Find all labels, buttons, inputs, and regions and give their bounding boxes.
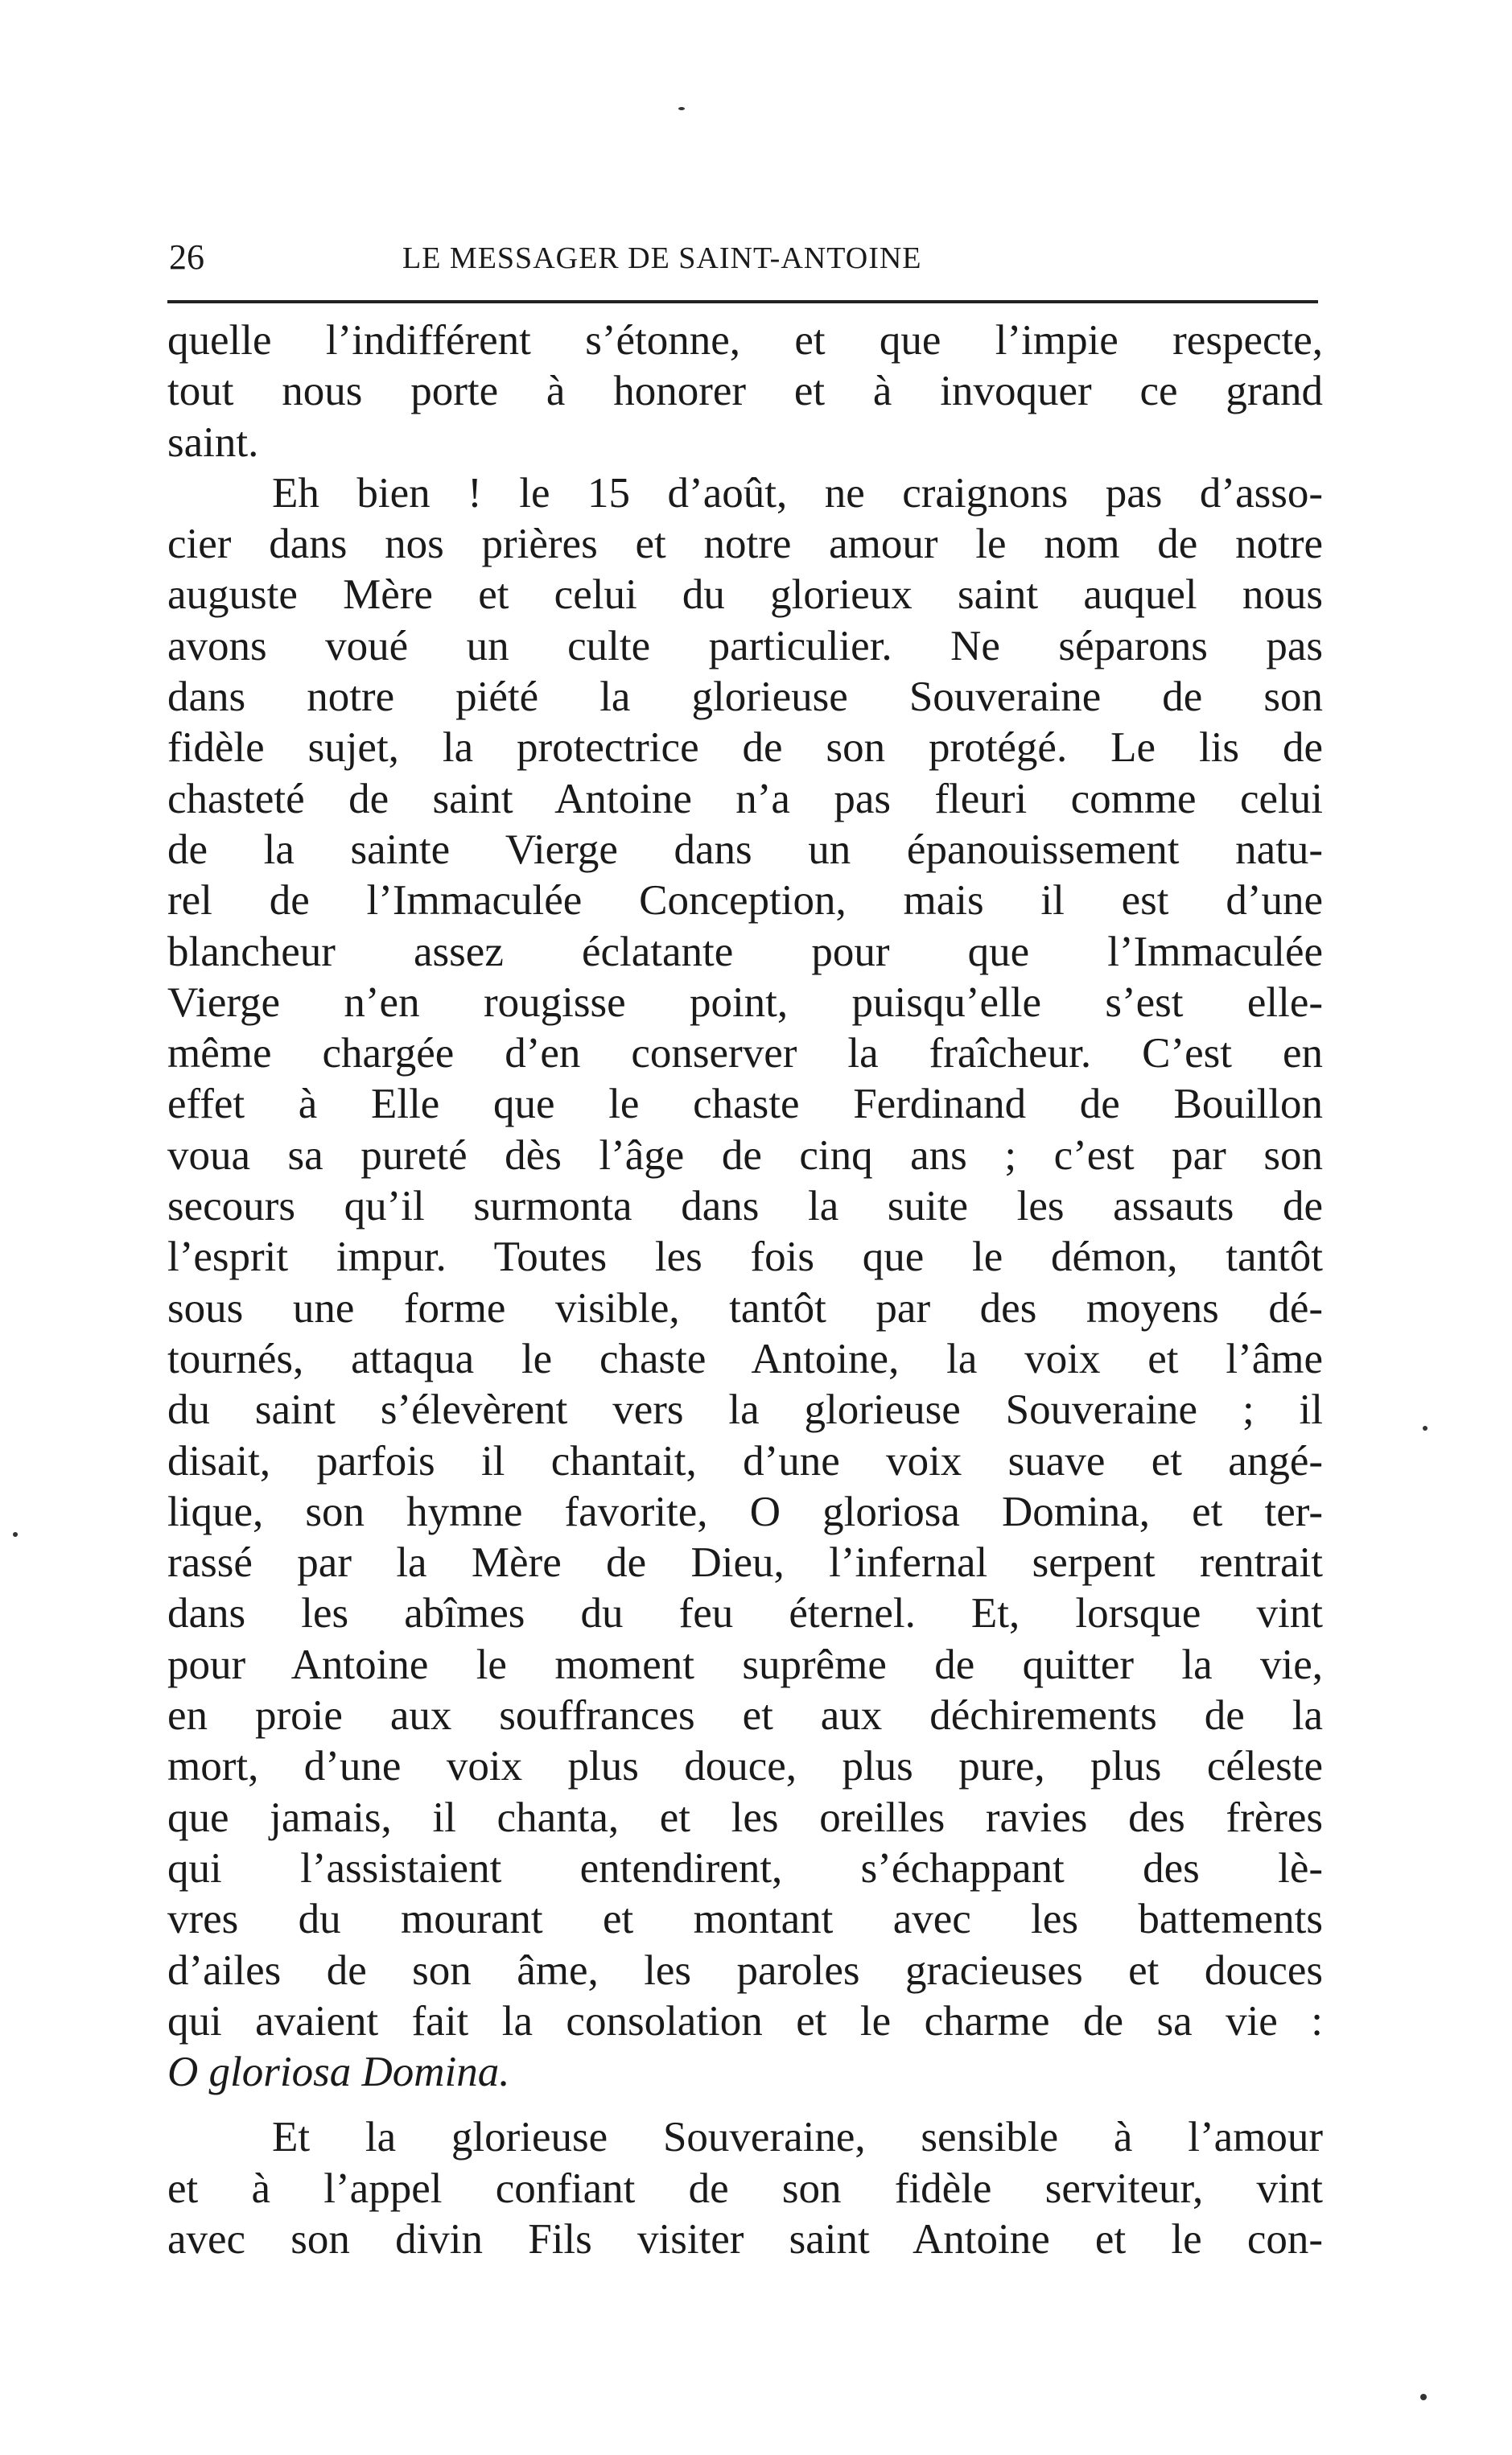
scan-speck (1423, 1426, 1428, 1431)
header-rule (167, 300, 1318, 303)
text-line: pour Antoine le moment suprême de quitter la vie, (167, 1641, 1323, 1688)
scan-speck (13, 1532, 18, 1537)
text-line: lique, son hymne favorite, O gloriosa Domina, et ter- (167, 1488, 1323, 1535)
text-line: blancheur assez éclatante pour que l’Immaculée (167, 928, 1323, 975)
text-line: dans les abîmes du feu éternel. Et, lorsque vint (167, 1590, 1323, 1637)
text-line: avec son divin Fils visiter saint Antoine et le con- (167, 2215, 1323, 2263)
text-line: vres du mourant et montant avec les battements (167, 1896, 1323, 1943)
text-line: qui l’assistaient entendirent, s’échappant des lè- (167, 1844, 1323, 1892)
text-line: secours qu’il surmonta dans la suite les assauts de (167, 1183, 1323, 1230)
text-line: et à l’appel confiant de son fidèle serviteur, vint (167, 2165, 1323, 2212)
text-line: effet à Elle que le chaste Ferdinand de Bouillon (167, 1081, 1323, 1128)
text-line: qui avaient fait la consolation et le charme de sa vie : (167, 1997, 1323, 2045)
text-line: tout nous porte à honorer et à invoquer ce grand (167, 368, 1323, 415)
paragraph-1 (167, 315, 1323, 468)
text-line: avons voué un culte particulier. Ne séparons pas (167, 622, 1323, 669)
text-line: saint. (167, 418, 259, 466)
text-line: que jamais, il chanta, et les oreilles ravies des frères (167, 1794, 1323, 1841)
text-line: rel de l’Immaculée Conception, mais il est d’une (167, 877, 1323, 925)
text-line: l’esprit impur. Toutes les fois que le démon, tantôt (167, 1234, 1323, 1281)
running-title: LE MESSAGER DE SAINT-ANTOINE (402, 241, 922, 275)
text-line: quelle l’indifférent s’étonne, et que l’impie respecte, (167, 317, 1323, 364)
paragraph-gap (167, 2098, 1323, 2112)
text-line: tournés, attaqua le chaste Antoine, la voix et l’âme (167, 1335, 1323, 1382)
text-line: Eh bien ! le 15 d’août, ne craignons pas d’asso- (272, 469, 1323, 517)
text-line: auguste Mère et celui du glorieux saint auquel nous (167, 571, 1323, 619)
text-line: Vierge n’en rougisse point, puisqu’elle s’est elle- (167, 978, 1323, 1026)
text-line: en proie aux souffrances et aux déchirements de la (167, 1692, 1323, 1740)
page-header (169, 233, 1320, 290)
text-line: O gloriosa Domina. (167, 2049, 510, 2096)
paragraph-3 (167, 2112, 1323, 2265)
text-line: disait, parfois il chantait, d’une voix suave et angé- (167, 1437, 1323, 1485)
page-number: 26 (169, 237, 204, 277)
text-line: sous une forme visible, tantôt par des moyens dé- (167, 1284, 1323, 1332)
scan-speck (1420, 2394, 1427, 2400)
text-line: rassé par la Mère de Dieu, l’infernal serpent rentrait (167, 1539, 1323, 1587)
text-line: fidèle sujet, la protectrice de son protégé. Le lis de (167, 724, 1323, 772)
scan-speck (678, 107, 685, 110)
body-text (167, 315, 1323, 2265)
text-line: Et la glorieuse Souveraine, sensible à l’amour (272, 2114, 1323, 2161)
text-line: dans notre piété la glorieuse Souveraine de son (167, 673, 1323, 721)
text-line: chasteté de saint Antoine n’a pas fleuri comme celui (167, 775, 1323, 822)
text-line: d’ailes de son âme, les paroles gracieuses et douces (167, 1946, 1323, 1994)
text-line: même chargée d’en conserver la fraîcheur. C’est en (167, 1030, 1323, 1077)
text-line: de la sainte Vierge dans un épanouissement natu- (167, 826, 1323, 873)
text-line: mort, d’une voix plus douce, plus pure, plus céleste (167, 1743, 1323, 1790)
paragraph-2 (167, 468, 1323, 2099)
text-line: du saint s’élevèrent vers la glorieuse Souveraine ; il (167, 1386, 1323, 1434)
text-line: cier dans nos prières et notre amour le nom de notre (167, 521, 1323, 568)
text-line: voua sa pureté dès l’âge de cinq ans ; c’est par son (167, 1131, 1323, 1179)
